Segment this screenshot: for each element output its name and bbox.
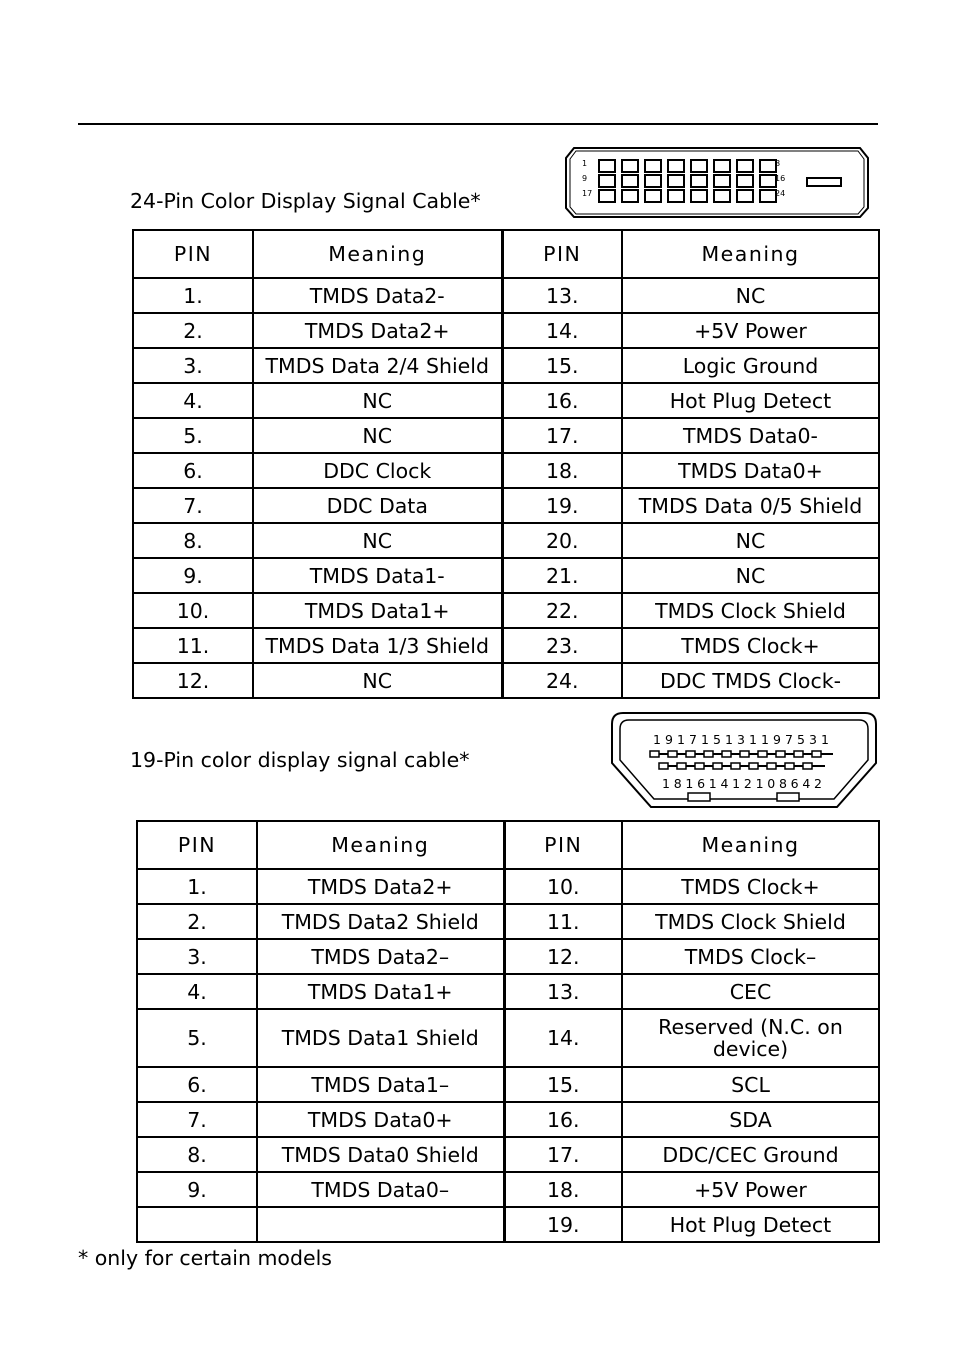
pin-cell-2: 22. — [502, 593, 622, 628]
pin-cell-2: 12. — [504, 939, 622, 974]
dvi-pin-contact — [714, 175, 730, 187]
hdmi-pin-contact — [740, 751, 749, 757]
hdmi-pin-contact — [749, 763, 758, 769]
table-row — [137, 1102, 879, 1137]
dvi-pin-contact — [599, 175, 615, 187]
table-row — [133, 348, 879, 383]
pin-cell-2: 16. — [502, 383, 622, 418]
table-row — [137, 974, 879, 1009]
table-row — [137, 1207, 879, 1242]
table-row — [133, 663, 879, 698]
hdmi-caption: 19-Pin color display signal cable* — [130, 748, 470, 772]
hdmi-pin-contact — [677, 763, 686, 769]
meaning-cell-2: NC — [622, 278, 879, 313]
meaning-cell: TMDS Data1+ — [253, 593, 502, 628]
dvi-pin-contact — [668, 190, 684, 202]
dvi-pin-contact — [737, 175, 753, 187]
meaning-cell-2: TMDS Clock+ — [622, 869, 879, 904]
pin-cell: 1. — [137, 869, 257, 904]
hdmi-pin-contact — [731, 763, 740, 769]
pin-cell-2: 18. — [502, 453, 622, 488]
pin-cell-2: 17. — [502, 418, 622, 453]
table-row — [133, 313, 879, 348]
meaning-cell-2: Hot Plug Detect — [622, 1207, 879, 1242]
pin-cell-2: 15. — [502, 348, 622, 383]
header-meaning-2: Meaning — [622, 230, 879, 278]
hdmi-pin-table — [136, 820, 880, 1243]
header-meaning-2: Meaning — [622, 821, 879, 869]
hdmi-bottom-pin-numbers: 18161412108642 — [662, 776, 822, 791]
meaning-cell: NC — [253, 418, 502, 453]
hdmi-top-pin-numbers: 191715131197531 — [653, 732, 829, 747]
meaning-cell: NC — [253, 383, 502, 418]
table-row — [133, 278, 879, 313]
pin-cell-2: 18. — [504, 1172, 622, 1207]
dvi-pin-contact — [645, 160, 661, 172]
footnote: * only for certain models — [78, 1246, 332, 1270]
meaning-cell-2: SCL — [622, 1067, 879, 1102]
dvi-pin-contact — [760, 160, 776, 172]
dvi-pin-contact — [714, 160, 730, 172]
meaning-cell: TMDS Data2+ — [253, 313, 502, 348]
dvi-pin-contact — [714, 190, 730, 202]
meaning-cell: DDC Data — [253, 488, 502, 523]
meaning-cell: TMDS Data1+ — [257, 974, 504, 1009]
table-row — [133, 523, 879, 558]
pin-cell-2: 14. — [502, 313, 622, 348]
dvi-pin-contact — [622, 190, 638, 202]
dvi-pin-contact — [760, 175, 776, 187]
meaning-cell-2: +5V Power — [622, 1172, 879, 1207]
meaning-cell-2: DDC TMDS Clock- — [622, 663, 879, 698]
hdmi-pin-contact — [695, 763, 704, 769]
table-row — [133, 488, 879, 523]
pin-cell — [137, 1207, 257, 1242]
meaning-cell-2: CEC — [622, 974, 879, 1009]
dvi-pin-contact — [737, 160, 753, 172]
table-row — [137, 1172, 879, 1207]
pin-cell: 3. — [137, 939, 257, 974]
pin-cell-2: 13. — [504, 974, 622, 1009]
table-row — [133, 383, 879, 418]
pin-cell: 1. — [133, 278, 253, 313]
dvi-pin-contact — [599, 160, 615, 172]
hdmi-pin-contact — [668, 751, 677, 757]
table-row — [137, 869, 879, 904]
dvi-pin-contact — [760, 190, 776, 202]
pin-cell: 11. — [133, 628, 253, 663]
pin-cell: 10. — [133, 593, 253, 628]
meaning-cell: TMDS Data1– — [257, 1067, 504, 1102]
dvi-pin-contact — [691, 190, 707, 202]
dvi-pin-contact — [691, 160, 707, 172]
dvi-pin-contact — [622, 160, 638, 172]
table-row — [133, 453, 879, 488]
pin-cell: 9. — [137, 1172, 257, 1207]
meaning-cell: TMDS Data2 Shield — [257, 904, 504, 939]
hdmi-pin-contact — [758, 751, 767, 757]
pin-cell: 12. — [133, 663, 253, 698]
pin-cell: 7. — [133, 488, 253, 523]
table-header-row — [137, 821, 879, 869]
meaning-cell-2: TMDS Data0- — [622, 418, 879, 453]
table-row — [133, 558, 879, 593]
header-meaning: Meaning — [253, 230, 502, 278]
pin-cell: 6. — [133, 453, 253, 488]
dvi-label-24: 24 — [775, 189, 786, 198]
meaning-cell-2: Reserved (N.C. on device) — [622, 1009, 879, 1067]
meaning-cell-2: Logic Ground — [622, 348, 879, 383]
hdmi-pin-contact — [785, 763, 794, 769]
meaning-cell: TMDS Data2+ — [257, 869, 504, 904]
pin-cell: 5. — [133, 418, 253, 453]
meaning-cell-2: NC — [622, 558, 879, 593]
dvi-pin-contact — [645, 190, 661, 202]
header-pin: PIN — [137, 821, 257, 869]
hdmi-pin-contact — [803, 763, 812, 769]
meaning-cell-2: DDC/CEC Ground — [622, 1137, 879, 1172]
dvi-pin-contact — [668, 160, 684, 172]
hdmi-pin-contact — [776, 751, 785, 757]
hdmi-connector-icon — [609, 711, 879, 811]
dvi-pin-contact — [691, 175, 707, 187]
pin-cell: 3. — [133, 348, 253, 383]
meaning-cell: TMDS Data 2/4 Shield — [253, 348, 502, 383]
meaning-cell-2: +5V Power — [622, 313, 879, 348]
pin-cell-2: 11. — [504, 904, 622, 939]
table-row — [137, 1009, 879, 1067]
table-row — [137, 904, 879, 939]
meaning-cell: TMDS Data0 Shield — [257, 1137, 504, 1172]
pin-cell-2: 19. — [504, 1207, 622, 1242]
meaning-cell: DDC Clock — [253, 453, 502, 488]
pin-cell: 9. — [133, 558, 253, 593]
top-rule — [78, 123, 878, 125]
dvi-pin-table — [132, 229, 880, 699]
table-header-row — [133, 230, 879, 278]
header-pin: PIN — [133, 230, 253, 278]
table-row — [133, 418, 879, 453]
pin-cell-2: 16. — [504, 1102, 622, 1137]
header-meaning: Meaning — [257, 821, 504, 869]
hdmi-pin-contact — [650, 751, 659, 757]
dvi-pin-contact — [599, 190, 615, 202]
pin-cell-2: 15. — [504, 1067, 622, 1102]
meaning-cell: TMDS Data1- — [253, 558, 502, 593]
pin-cell: 2. — [133, 313, 253, 348]
dvi-label-16: 16 — [775, 174, 786, 183]
meaning-cell: TMDS Data0+ — [257, 1102, 504, 1137]
table-row — [133, 628, 879, 663]
hdmi-pin-contact — [704, 751, 713, 757]
hdmi-pin-contact — [794, 751, 803, 757]
meaning-cell-2: Hot Plug Detect — [622, 383, 879, 418]
meaning-cell-2: TMDS Data 0/5 Shield — [622, 488, 879, 523]
header-pin-2: PIN — [504, 821, 622, 869]
table-row — [137, 939, 879, 974]
meaning-cell: TMDS Data1 Shield — [257, 1009, 504, 1067]
dvi-pin-contact — [668, 175, 684, 187]
meaning-cell: NC — [253, 663, 502, 698]
table-row — [137, 1067, 879, 1102]
table-row — [133, 593, 879, 628]
dvi-pin-contact — [645, 175, 661, 187]
hdmi-pin-contact — [722, 751, 731, 757]
pin-cell: 8. — [133, 523, 253, 558]
pin-cell: 4. — [133, 383, 253, 418]
dvi-caption: 24-Pin Color Display Signal Cable* — [130, 189, 481, 213]
pin-cell-2: 13. — [502, 278, 622, 313]
dvi-label-17: 17 — [582, 189, 593, 198]
dvi-connector-icon — [564, 146, 872, 220]
meaning-cell: NC — [253, 523, 502, 558]
pin-cell-2: 23. — [502, 628, 622, 663]
hdmi-pin-contact — [686, 751, 695, 757]
meaning-cell-2: TMDS Clock Shield — [622, 593, 879, 628]
meaning-cell: TMDS Data2- — [253, 278, 502, 313]
pin-cell-2: 10. — [504, 869, 622, 904]
hdmi-pin-contact — [767, 763, 776, 769]
meaning-cell: TMDS Data0– — [257, 1172, 504, 1207]
pin-cell: 7. — [137, 1102, 257, 1137]
table-row — [137, 1137, 879, 1172]
meaning-cell-2: SDA — [622, 1102, 879, 1137]
meaning-cell — [257, 1207, 504, 1242]
pin-cell-2: 20. — [502, 523, 622, 558]
pin-cell-2: 17. — [504, 1137, 622, 1172]
hdmi-pin-contact — [713, 763, 722, 769]
meaning-cell-2: TMDS Data0+ — [622, 453, 879, 488]
dvi-pin-contact — [622, 175, 638, 187]
dvi-label-8: 8 — [775, 159, 781, 168]
meaning-cell-2: NC — [622, 523, 879, 558]
hdmi-pin-contact — [812, 751, 821, 757]
meaning-cell-2: TMDS Clock– — [622, 939, 879, 974]
meaning-cell: TMDS Data 1/3 Shield — [253, 628, 502, 663]
pin-cell: 8. — [137, 1137, 257, 1172]
pin-cell-2: 14. — [504, 1009, 622, 1067]
pin-cell-2: 24. — [502, 663, 622, 698]
dvi-label-1: 1 — [582, 159, 588, 168]
meaning-cell: TMDS Data2– — [257, 939, 504, 974]
meaning-cell-2: TMDS Clock+ — [622, 628, 879, 663]
pin-cell: 5. — [137, 1009, 257, 1067]
pin-cell: 6. — [137, 1067, 257, 1102]
pin-cell: 2. — [137, 904, 257, 939]
dvi-label-9: 9 — [582, 174, 588, 183]
pin-cell: 4. — [137, 974, 257, 1009]
meaning-cell-2: TMDS Clock Shield — [622, 904, 879, 939]
header-pin-2: PIN — [502, 230, 622, 278]
dvi-pin-contact — [737, 190, 753, 202]
hdmi-pin-contact — [659, 763, 668, 769]
pin-cell-2: 19. — [502, 488, 622, 523]
pin-cell-2: 21. — [502, 558, 622, 593]
